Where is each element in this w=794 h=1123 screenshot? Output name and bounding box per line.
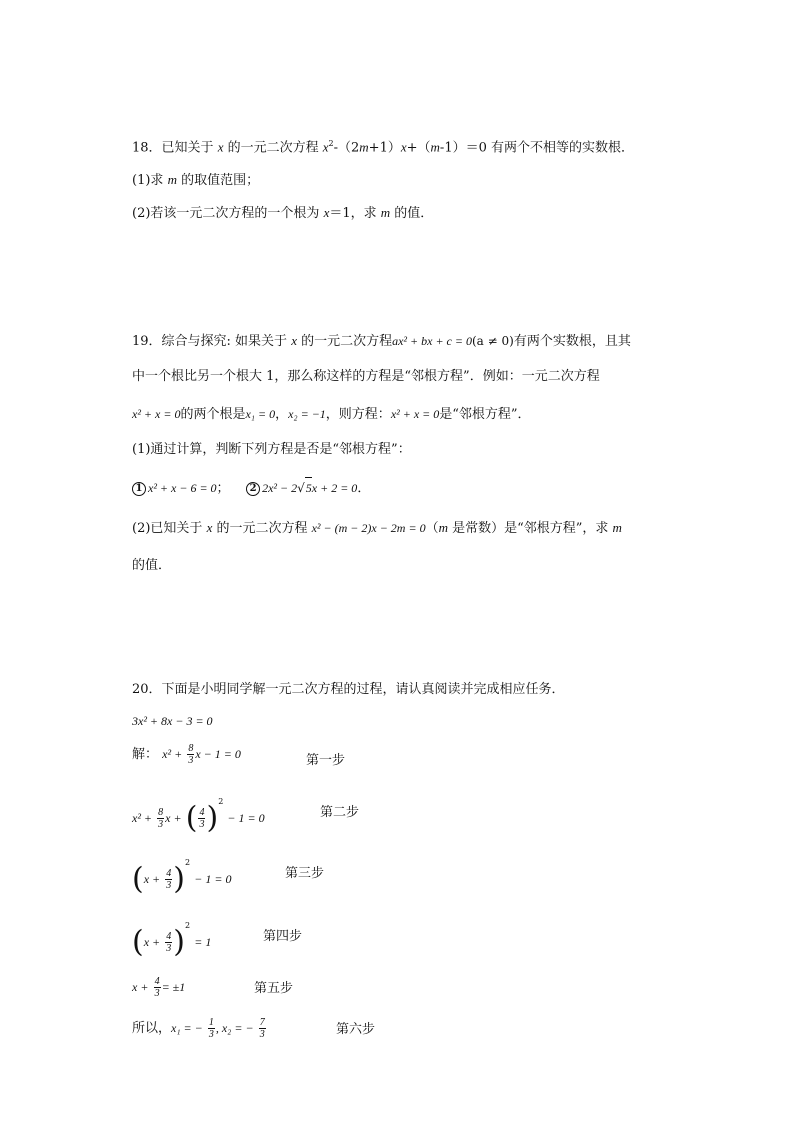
fraction: [187, 743, 194, 766]
eq-x: x: [322, 139, 329, 155]
q20-stem-text: 20．下面是小明同学解一元二次方程的过程，请认真阅读并完成相应任务．: [132, 682, 565, 697]
left-paren: (: [132, 924, 144, 960]
q19-l3-r2: x₂ = −1: [288, 407, 326, 421]
fraction: [198, 807, 205, 830]
frac-num: 4: [166, 868, 172, 879]
fraction: [165, 868, 172, 891]
q20-s4-a: x +: [143, 935, 161, 949]
eq-c: +1）: [368, 140, 401, 156]
right-paren: ): [173, 861, 186, 897]
q18-stem: [132, 134, 634, 158]
q19-eq2-rad: 5: [305, 477, 312, 498]
q19-p2-b: 的一元二次方程: [212, 521, 312, 536]
left-paren: (: [185, 800, 198, 836]
q18-p1-b: 的取值范围；: [176, 173, 260, 188]
q18-part2: [132, 203, 433, 224]
frac-num: 4: [154, 976, 160, 987]
q20-s5-label: 第五步: [254, 981, 294, 996]
q18-p2-x: x: [323, 205, 330, 220]
q20-s4-b: = 1: [194, 935, 212, 949]
q20-eq0: [132, 711, 213, 732]
q20-s6-a: 所以，: [132, 1021, 172, 1036]
q19-l1-a: 19．综合与探究: 如果关于: [132, 334, 292, 349]
frac-den: 3: [166, 880, 172, 891]
eq-m1: m: [359, 139, 369, 155]
q20-s2-sup: 2: [218, 797, 224, 806]
frac-num: 1: [208, 1017, 214, 1028]
q20-step2: [132, 792, 265, 834]
q19-l3-b: ，则方程：: [325, 407, 391, 422]
q19-l3-eq: x² + x = 0: [132, 407, 181, 421]
frac-den: 3: [158, 819, 164, 830]
q19-p2-x: x: [206, 520, 213, 535]
q19-p2-eq: x² − (m − 2)x − 2m = 0: [311, 521, 426, 535]
q19-p2-c: （: [425, 521, 439, 536]
q19-p2-d: 是常数）是“邻根方程”，求: [447, 521, 613, 536]
eq-b: -（2: [333, 140, 360, 156]
q19-l3-sep: ，: [275, 407, 289, 422]
q20-s6-label: 第六步: [336, 1022, 376, 1037]
q18-p1-m: m: [167, 172, 177, 187]
circled-2-icon: 2: [246, 482, 260, 496]
q19-p2-a: (2)已知关于: [132, 521, 207, 536]
frac-den: 3: [199, 819, 205, 830]
q18-p2-b: ＝1，求: [329, 206, 381, 221]
q18-stem-a: 18．已知关于: [132, 140, 218, 156]
q19-end: ．: [357, 481, 371, 496]
circled-1-icon: 1: [132, 482, 146, 496]
q18-part1: [132, 170, 259, 191]
q19-part2-cont: [132, 556, 171, 576]
eq-d: +（: [406, 140, 431, 156]
fraction: [154, 976, 161, 999]
q20-s2-b: x +: [165, 811, 182, 825]
fraction: [165, 931, 172, 954]
frac-num: 7: [259, 1017, 265, 1028]
q19-p2-m: m: [438, 520, 448, 535]
q20-s5-b: = ±1: [161, 980, 186, 994]
q19-line3: [132, 404, 531, 425]
q20-s2-c: − 1 = 0: [227, 811, 265, 825]
q20-s5-a: x +: [132, 980, 149, 994]
fraction: [157, 807, 164, 830]
q19-p2-m2: m: [612, 520, 622, 535]
q19-l1-b: 的一元二次方程: [296, 334, 393, 349]
q20-s1-label: 第一步: [306, 753, 346, 768]
q19-equations: [132, 477, 370, 499]
frac-den: 3: [188, 755, 194, 766]
q18-p2-c: 的值．: [390, 206, 434, 221]
frac-den: 3: [259, 1029, 265, 1040]
right-paren: ): [206, 800, 219, 836]
q19-l1-x: x: [291, 333, 297, 348]
q18-p1-a: (1)求: [132, 173, 168, 188]
q19-line1: [132, 331, 631, 352]
q20-jie: 解：: [132, 747, 159, 762]
frac-den: 3: [166, 943, 172, 954]
q20-s3-label: 第三步: [285, 866, 325, 881]
q19-p2-e: 的值．: [132, 558, 172, 573]
q20-step5: [132, 976, 185, 999]
q20-s1-a: x² +: [162, 747, 183, 761]
q19-line2: [132, 367, 600, 387]
q20-s3-a: x +: [143, 872, 161, 886]
q20-step6: [132, 1017, 267, 1040]
sqrt-icon: √: [297, 481, 305, 495]
eq-m2: m: [430, 139, 440, 155]
q20-s6-c: , x₂ = −: [215, 1021, 254, 1035]
q19-part1: [132, 440, 411, 460]
var-x: x: [217, 139, 224, 155]
q20-s6-b: x₁ = −: [171, 1021, 203, 1035]
eq-x2: x: [400, 139, 407, 155]
q19-sep: ；: [216, 481, 230, 496]
q19-eq2-b: x + 2 = 0: [311, 481, 358, 495]
q20-s3-sup: 2: [185, 858, 191, 867]
q20-step3: [132, 853, 231, 895]
q18-p2-m: m: [380, 205, 391, 220]
q19-l1-eq: ax² + bx + c = 0: [392, 334, 472, 348]
q20-s2-label: 第二步: [320, 805, 360, 820]
q18-stem-b: 的一元二次方程: [223, 140, 323, 156]
frac-num: 4: [199, 807, 205, 818]
frac-num: 4: [166, 931, 172, 942]
frac-num: 8: [158, 807, 164, 818]
q19-l1-cond: (a ≠ 0): [471, 334, 514, 348]
q20-s2-a: x² +: [132, 811, 153, 825]
right-paren: ): [173, 924, 186, 960]
q20-s4-sup: 2: [185, 921, 191, 930]
q19-l3-eq2: x² + x = 0: [390, 407, 440, 421]
q20-s3-b: − 1 = 0: [194, 872, 232, 886]
fraction: [208, 1017, 215, 1040]
q18-p2-a: (2)若该一元二次方程的一个根为: [132, 206, 324, 221]
left-paren: (: [132, 861, 144, 897]
q20-s1-b: x − 1 = 0: [195, 747, 241, 761]
q19-eq2-a: 2x² − 2: [262, 481, 298, 495]
q20-step1: [132, 743, 241, 766]
frac-num: 8: [188, 743, 194, 754]
q19-l3-c: 是“邻根方程”．: [439, 407, 531, 422]
q19-l3-a: 的两个根是: [180, 407, 246, 422]
q19-part2: [132, 518, 622, 539]
frac-den: 3: [208, 1029, 214, 1040]
q20-eq0-text: 3x² + 8x − 3 = 0: [132, 714, 213, 728]
eq-e: -1）＝0 有两个不相等的实数根．: [439, 140, 634, 156]
frac-den: 3: [154, 988, 160, 999]
q19-l2: 中一个根比另一个根大 1，那么称这样的方程是“邻根方程”．例如：一元二次方程: [132, 369, 600, 384]
q19-l1-c: 有两个实数根，且其: [513, 334, 631, 349]
q20-stem: [132, 680, 565, 700]
q19-p1: (1)通过计算，判断下列方程是否是“邻根方程”：: [132, 442, 411, 457]
q20-step4: [132, 916, 211, 958]
q19-eq1: x² + x − 6 = 0: [148, 481, 217, 495]
q19-l3-r1: x₁ = 0: [245, 407, 276, 421]
q20-s4-label: 第四步: [263, 929, 303, 944]
fraction: [259, 1017, 266, 1040]
eq-sup: 2: [328, 139, 334, 148]
